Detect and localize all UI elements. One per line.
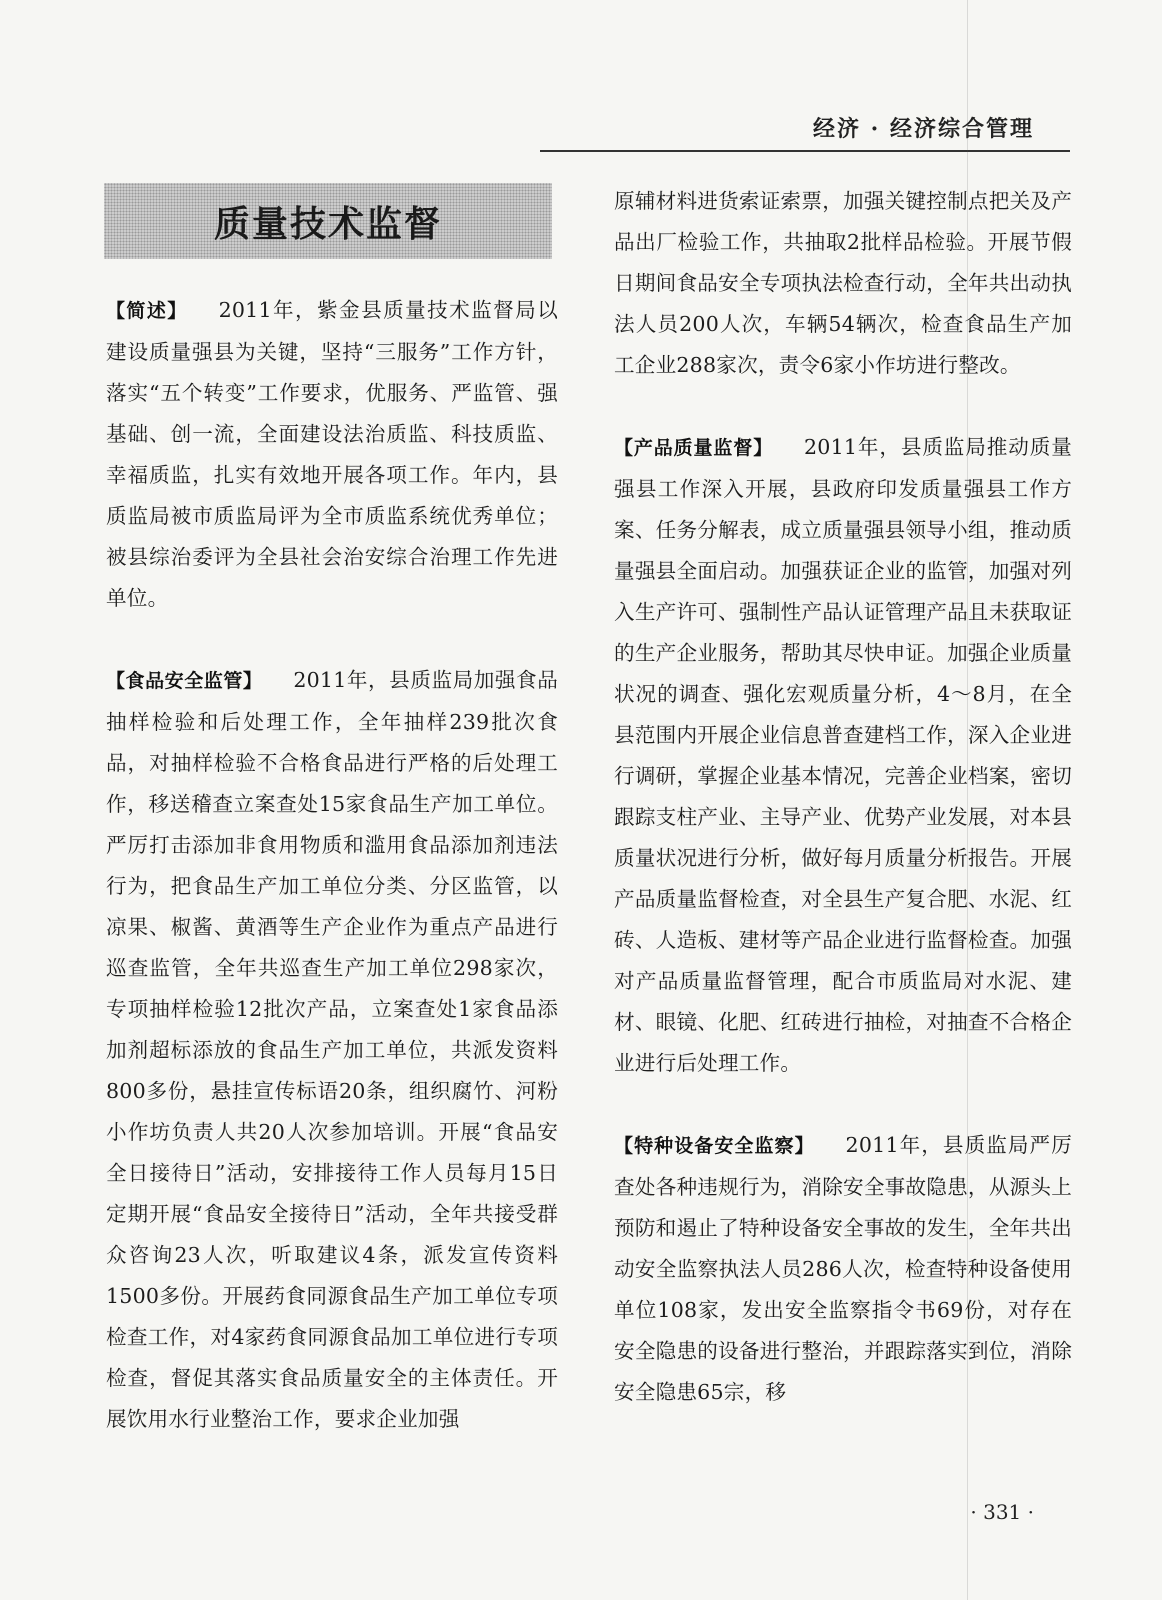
text-food-safety: 2011年，县质监局加强食品抽样检验和后处理工作，全年抽样239批次食品，对抽样检验不合格食品进行严格的后处理工作，移送稽查立案查处15家食品生产加工单位。严厉打击添加非食用物质和滥用食品添加剂违法行为，把食品生产加工单位分类、分区监管，以凉果、椒酱、黄酒等生产企业作为重点产品进行巡查监管，全年共巡查生产加工单位298家次，专项抽样检验12批次产品，立案查处1家食品添加剂超标添放的食品生产加工单位，共派发资料800多份，悬挂宣传标语20条，组织腐竹、河粉小作坊负责人共20人次参加培训。开展“食品安全日接待日”活动，安排接待工作人员每月15日定期开展“食品安全接待日”活动，全年共接受群众咨询23人次，听取建议4条，派发宣传资料1500多份。开展药食同源食品生产加工单位专项检查工作，对4家药食同源食品加工单位进行专项检查，督促其落实食品质量安全的主体责任。开展饮用水行业整治工作，要求企业加强 <box>106 668 558 1431</box>
left-column <box>106 290 558 1440</box>
scan-artifact-line <box>967 0 968 1600</box>
paragraph-spacer <box>106 619 558 660</box>
page-number: · 331 · <box>970 1500 1034 1524</box>
lead-product-quality: 【产品质量监督】 <box>614 437 774 459</box>
section-title: 质量技术监督 <box>213 203 442 245</box>
paragraph-special-equipment <box>614 1125 1072 1413</box>
right-column <box>614 181 1072 1413</box>
text-overview: 2011年，紫金县质量技术监督局以建设质量强县为关键，坚持“三服务”工作方针，落实“五个转变”工作要求，优服务、严监管、强基础、创一流，全面建设法治质监、科技质监、幸福质监，扎实有效地开展各项工作。年内，县质监局被市质监局评为全市质监系统优秀单位；被县综治委评为全县社会治安综合治理工作先进单位。 <box>106 298 558 610</box>
text-special-equipment: 2011年，县质监局严厉查处各种违规行为，消除安全事故隐患，从源头上预防和遏止了特种设备安全事故的发生，全年共出动安全监察执法人员286人次，检查特种设备使用单位108家，发出安全监察指令书69份，对存在安全隐患的设备进行整治，并跟踪落实到位，消除安全隐患65宗，移 <box>614 1133 1072 1404</box>
paragraph-food-safety-continued <box>614 181 1072 386</box>
running-header: 经济 · 经济综合管理 <box>813 116 1034 142</box>
section-title-box <box>104 183 552 259</box>
paragraph-spacer <box>614 1084 1072 1125</box>
paragraph-spacer <box>614 386 1072 427</box>
lead-overview: 【简述】 <box>106 300 188 322</box>
paragraph-product-quality <box>614 427 1072 1084</box>
lead-special-equipment: 【特种设备安全监察】 <box>614 1135 815 1157</box>
lead-food-safety: 【食品安全监管】 <box>106 670 263 692</box>
paragraph-overview <box>106 290 558 619</box>
paragraph-food-safety <box>106 660 558 1440</box>
text-food-safety-continued: 原辅材料进货索证索票，加强关键控制点把关及产品出厂检验工作，共抽取2批样品检验。开展节假日期间食品安全专项执法检查行动，全年共出动执法人员200人次，车辆54辆次，检查食品生产加工企业288家次，责令6家小作坊进行整改。 <box>614 189 1072 377</box>
header-rule <box>540 150 1070 152</box>
text-product-quality: 2011年，县质监局推动质量强县工作深入开展，县政府印发质量强县工作方案、任务分解表，成立质量强县领导小组，推动质量强县全面启动。加强获证企业的监管，加强对列入生产许可、强制性产品认证管理产品且未获取证的生产企业服务，帮助其尽快申证。加强企业质量状况的调查、强化宏观质量分析，4～8月，在全县范围内开展企业信息普查建档工作，深入企业进行调研，掌握企业基本情况，完善企业档案，密切跟踪支柱产业、主导产业、优势产业发展，对本县质量状况进行分析，做好每月质量分析报告。开展产品质量监督检查，对全县生产复合肥、水泥、红砖、人造板、建材等产品企业进行监督检查。加强对产品质量监督管理，配合市质监局对水泥、建材、眼镜、化肥、红砖进行抽检，对抽查不合格企业进行后处理工作。 <box>614 435 1072 1075</box>
